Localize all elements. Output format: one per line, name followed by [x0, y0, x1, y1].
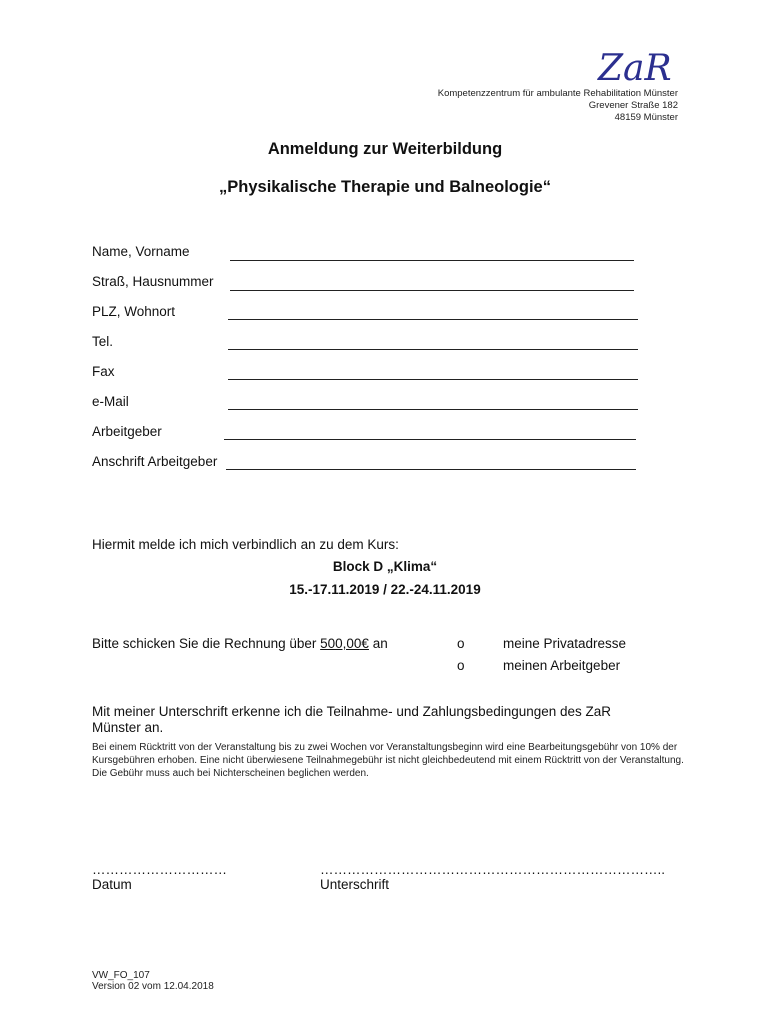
zar-logo	[596, 44, 686, 88]
field-label-street: Straß, Hausnummer	[92, 274, 214, 289]
field-line-name[interactable]	[230, 259, 634, 261]
field-label-name: Name, Vorname	[92, 244, 190, 259]
option-marker-employer[interactable]: o	[457, 658, 465, 673]
field-label-employer-address: Anschrift Arbeitgeber	[92, 454, 218, 469]
field-line-employer[interactable]	[224, 438, 636, 440]
city: 48159 Münster	[614, 112, 678, 123]
footer	[92, 970, 214, 992]
signature-dots: …………………………………………………………………..	[320, 862, 666, 877]
signature-label: Unterschrift	[320, 877, 390, 892]
doc-id: VW_FO_107	[92, 970, 150, 981]
terms-fine-print: Bei einem Rücktritt von der Veranstaltung bis zu zwei Wochen vor Veranstaltungsbeginn wird eine Bearbeitungsgebühr von 10% der Kursgebühren erhoben. Eine nicht überwiesene Teilnahmegebühr ist nicht gleichbedeutend mit einem Rücktritt von der Veranstaltung. Die Gebühr muss auch bei Nichterscheinen beglichen werden.	[92, 742, 684, 779]
option-label-employer: meinen Arbeitgeber	[503, 658, 621, 673]
logo-text: ZaR	[598, 48, 672, 88]
address-block	[438, 88, 678, 124]
field-line-email[interactable]	[228, 408, 638, 410]
street: Grevener Straße 182	[588, 100, 678, 111]
date-dots: …………………………	[92, 862, 227, 877]
registration-intro: Hiermit melde ich mich verbindlich an zu dem Kurs:	[92, 537, 399, 552]
field-line-employer-address[interactable]	[226, 468, 636, 470]
option-marker-private[interactable]: o	[457, 636, 465, 651]
field-label-email: e-Mail	[92, 394, 129, 409]
field-label-employer: Arbeitgeber	[92, 424, 162, 439]
course-name: Block D „Klima“	[332, 559, 438, 574]
invoice-text-before: Bitte schicken Sie die Rechnung über	[92, 636, 321, 651]
org-name: Kompetenzzentrum für ambulante Rehabilitation Münster	[437, 88, 678, 99]
field-line-city[interactable]	[228, 318, 638, 320]
field-line-fax[interactable]	[228, 378, 638, 380]
page-title: Anmeldung zur Weiterbildung	[267, 140, 503, 158]
invoice-amount: 500,00€	[320, 636, 369, 651]
option-label-private: meine Privatadresse	[503, 636, 627, 651]
date-label: Datum	[92, 877, 132, 892]
field-line-street[interactable]	[230, 289, 634, 291]
course-dates: 15.-17.11.2019 / 22.-24.11.2019	[289, 582, 481, 597]
field-line-phone[interactable]	[228, 348, 638, 350]
terms-statement: Mit meiner Unterschrift erkenne ich die Teilnahme- und Zahlungsbedingungen des ZaR Münster an.	[92, 704, 612, 735]
field-label-fax: Fax	[92, 364, 115, 379]
invoice-text-after: an	[368, 636, 388, 651]
doc-version: Version 02 vom 12.04.2018	[92, 981, 214, 992]
page-subtitle: „Physikalische Therapie und Balneologie“	[219, 178, 551, 196]
field-label-city: PLZ, Wohnort	[92, 304, 176, 319]
field-label-phone: Tel.	[92, 334, 114, 349]
invoice-text	[92, 636, 388, 651]
